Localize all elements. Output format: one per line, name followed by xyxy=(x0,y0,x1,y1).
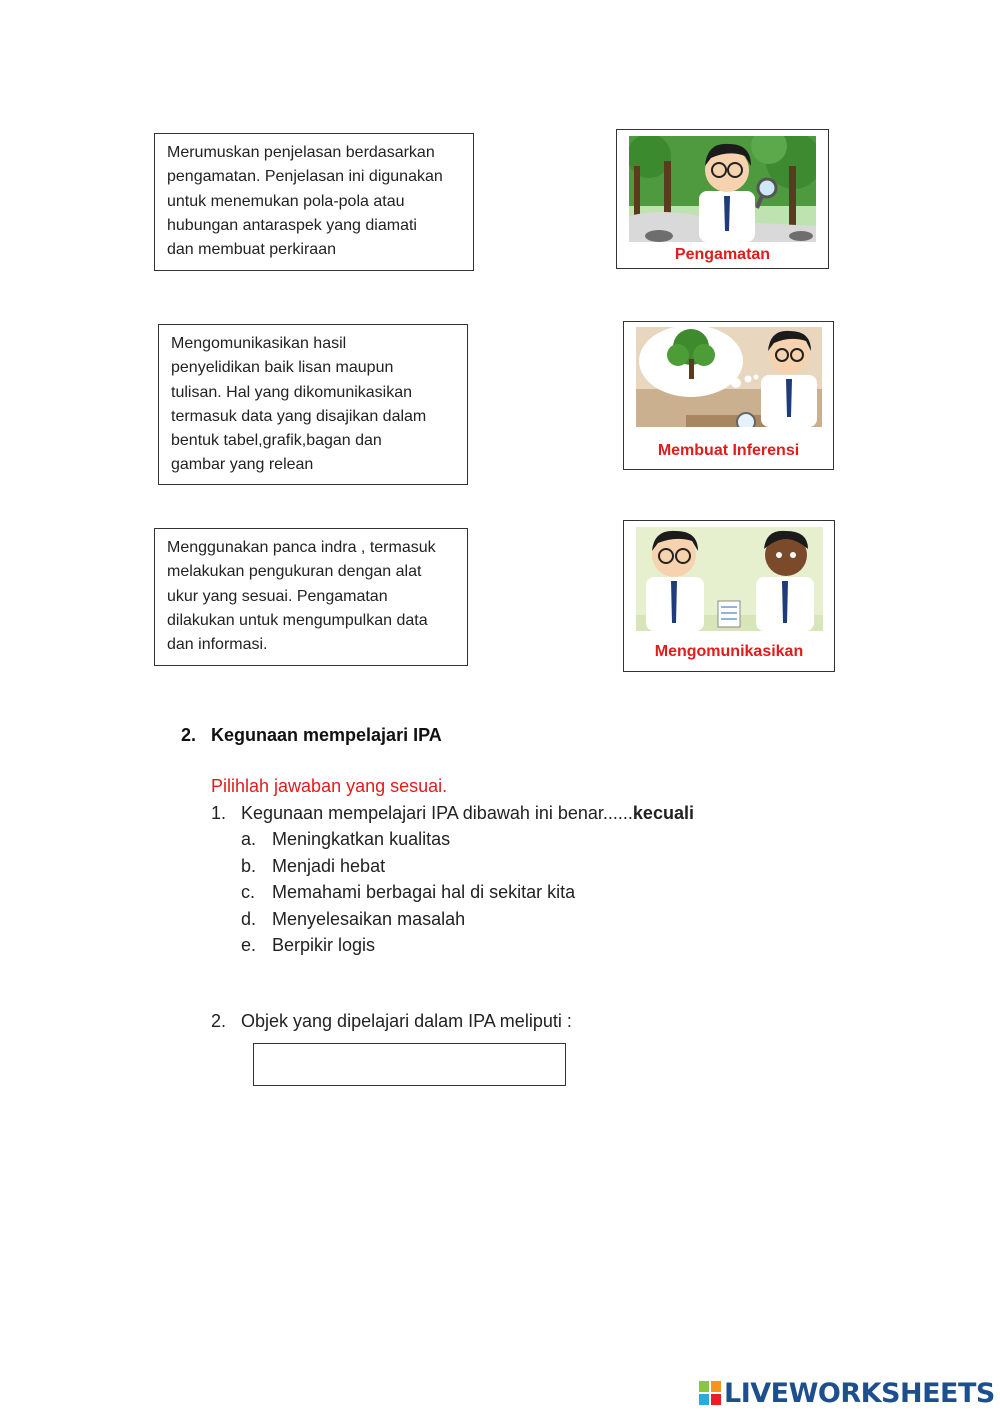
card-label-membuat-inferensi: Membuat Inferensi xyxy=(657,442,800,459)
card-label-pengamatan: Pengamatan xyxy=(674,246,771,263)
student-magnifier-icon xyxy=(629,136,816,242)
instruction-text: Pilihlah jawaban yang sesuai. xyxy=(211,776,448,796)
liveworksheets-logo xyxy=(698,1376,995,1410)
card-membuat-inferensi[interactable] xyxy=(623,321,834,470)
question-number: 2. xyxy=(211,1011,227,1031)
card-pengamatan[interactable] xyxy=(616,129,829,269)
logo-text: LIVEWORKSHEETS xyxy=(724,1377,995,1409)
option-text: Menyelesaikan masalah xyxy=(272,909,466,929)
option-d[interactable] xyxy=(241,909,465,930)
student-thinking-tree-icon xyxy=(636,327,822,427)
option-letter: a. xyxy=(241,829,257,849)
section-title xyxy=(181,725,442,746)
section-number: 2. xyxy=(181,725,197,745)
question-emphasis: kecuali xyxy=(632,803,694,823)
question-text: Objek yang dipelajari dalam IPA meliputi : xyxy=(241,1011,572,1031)
description-box-2[interactable]: Mengomunikasikan hasil penyelidikan baik lisan maupun tulisan. Hal yang dikomunikasikan termasuk data yang disajikan dalam bentuk tabel,grafik,bagan dan gambar yang relean xyxy=(158,324,468,485)
card-label-mengomunikasikan: Mengomunikasikan xyxy=(654,643,804,660)
question-number: 1. xyxy=(211,803,227,823)
answer-input[interactable] xyxy=(253,1043,566,1086)
option-a[interactable] xyxy=(241,829,450,850)
option-letter: e. xyxy=(241,935,257,955)
description-box-1[interactable]: Merumuskan penjelasan berdasarkan pengamatan. Penjelasan ini digunakan untuk menemukan pola-pola atau hubungan antaraspek yang diamati dan membuat perkiraan xyxy=(154,133,474,271)
option-e[interactable] xyxy=(241,935,375,956)
option-text: Meningkatkan kualitas xyxy=(272,829,451,849)
option-text: Memahami berbagai hal di sekitar kita xyxy=(272,882,576,902)
option-letter: c. xyxy=(241,882,256,902)
option-letter: d. xyxy=(241,909,257,929)
option-b[interactable] xyxy=(241,856,385,877)
students-talking-icon xyxy=(636,527,823,631)
question-text: Kegunaan mempelajari IPA dibawah ini benar...... xyxy=(241,803,633,823)
description-box-3[interactable]: Menggunakan panca indra , termasuk melakukan pengukuran dengan alat ukur yang sesuai. Pengamatan dilakukan untuk mengumpulkan data dan informasi. xyxy=(154,528,468,666)
option-text: Berpikir logis xyxy=(272,935,376,955)
liveworksheets-mark-icon xyxy=(698,1380,722,1406)
section-title-text: Kegunaan mempelajari IPA xyxy=(211,725,442,745)
question-2 xyxy=(211,1011,572,1032)
question-1 xyxy=(211,803,694,824)
card-mengomunikasikan[interactable] xyxy=(623,520,835,672)
option-text: Menjadi hebat xyxy=(272,856,386,876)
option-c[interactable] xyxy=(241,882,575,903)
option-letter: b. xyxy=(241,856,257,876)
